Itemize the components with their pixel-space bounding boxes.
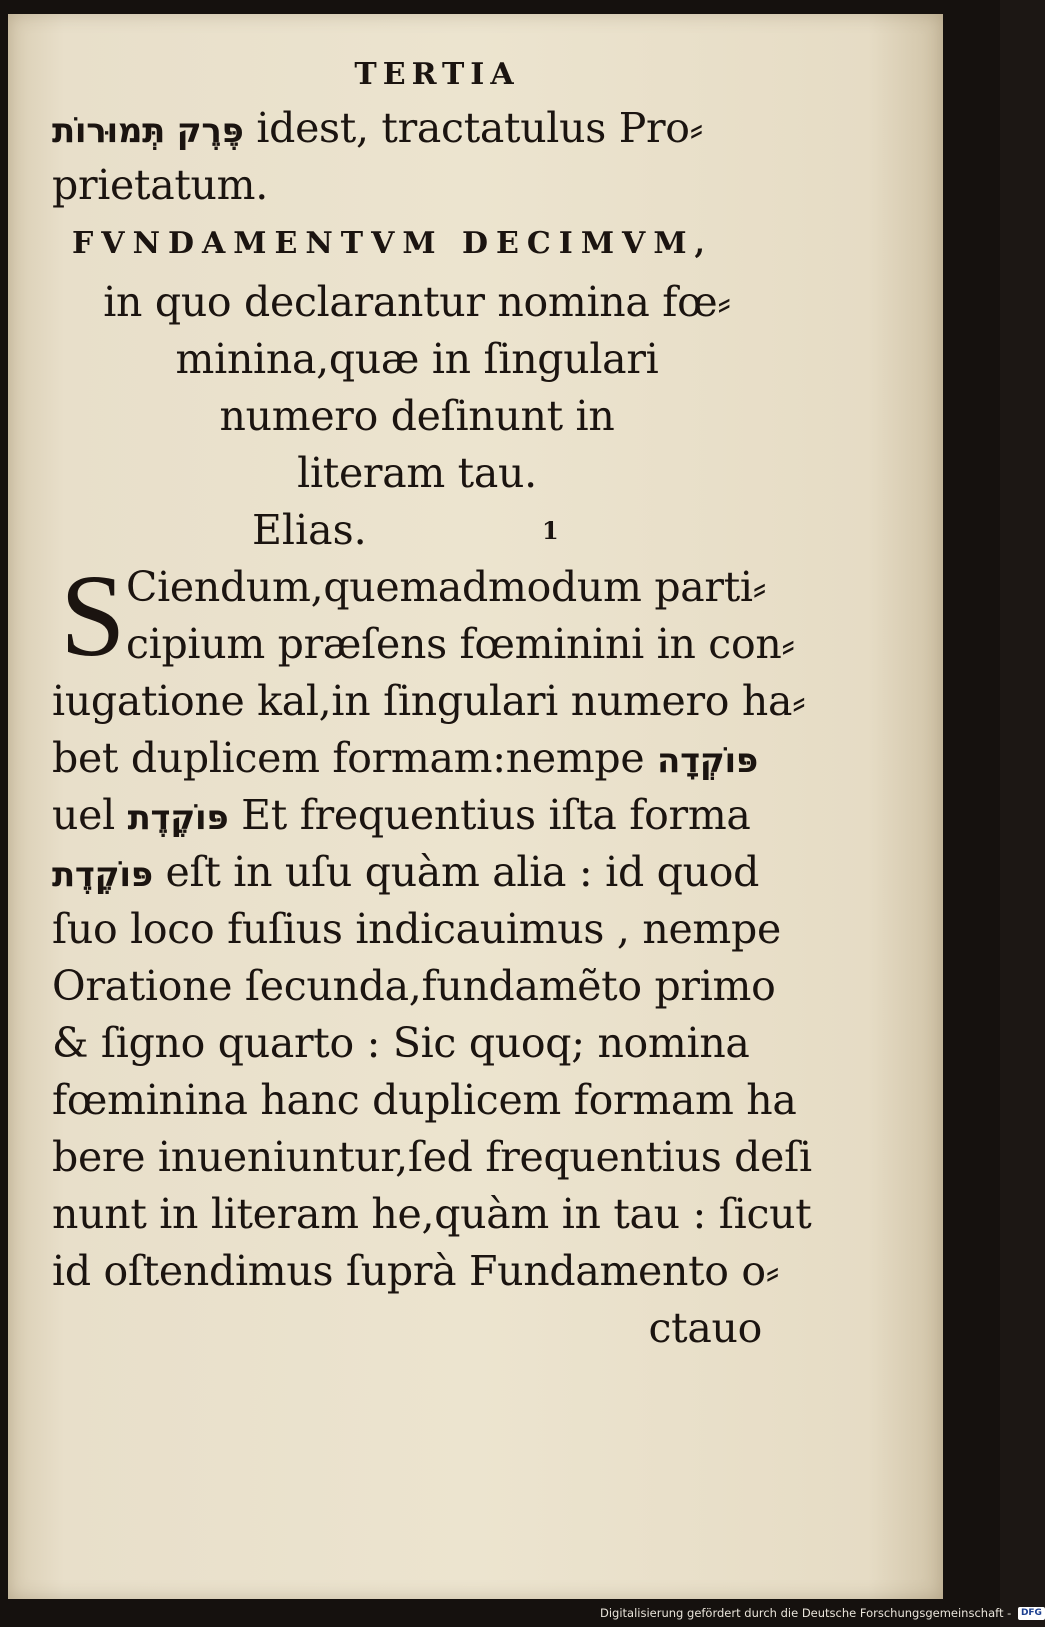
body-line: Ciendum,quemadmodum parti⸗ xyxy=(126,563,767,611)
body-line: & ſigno quarto : Sic quoq; nomina xyxy=(52,1019,750,1067)
page-text xyxy=(52,50,812,1357)
hebrew-word: פּוֹקֶדֶת xyxy=(127,798,229,838)
dfg-logo-icon: DFG xyxy=(1018,1607,1045,1620)
body-line: Oratione ſecunda,fundamẽto primo xyxy=(52,962,776,1010)
body-text-latin: uel xyxy=(52,791,115,839)
credit-text: Digitalisierung gefördert durch die Deutsche Forschungsgemeinschaft - xyxy=(600,1606,1012,1620)
subtitle-line-1: in quo declarantur nomina fœ⸗ xyxy=(103,278,731,326)
subtitle-line-3: numero deſinunt in xyxy=(219,392,615,440)
body-line xyxy=(52,787,782,844)
body-line: id oſtendimus ſuprà Fundamento o⸗ xyxy=(52,1247,780,1295)
catchword: ctauo xyxy=(648,1304,762,1352)
section-number: 1 xyxy=(542,516,559,545)
title-latin: idest, tractatulus Pro⸗ xyxy=(256,104,704,152)
subtitle-line-4: literam tau. xyxy=(297,449,537,497)
body-line: iugatione kal,in ſingulari numero ha⸗ xyxy=(52,677,806,725)
elias-row xyxy=(52,502,782,559)
body-text xyxy=(52,550,812,1357)
body-line xyxy=(52,844,782,901)
body-line: cipium præſens fœminini in con⸗ xyxy=(126,620,795,668)
hebrew-word: פּוֹקֶדֶת xyxy=(52,855,153,895)
book-page xyxy=(8,14,943,1599)
fundamentum-heading: FVNDAMENTVM DECIMVM, xyxy=(72,226,713,261)
body-text-latin: bet duplicem formam:nempe xyxy=(52,734,645,782)
title-line xyxy=(52,100,782,157)
body-text-latin: eſt in uſu quàm alia : id quod xyxy=(165,848,760,896)
body-line xyxy=(52,730,782,787)
running-head: TERTIA xyxy=(354,57,520,92)
hebrew-title: פֶּרֶק תְּמוּרוֹת xyxy=(52,111,244,151)
elias-label: Elias. xyxy=(252,506,367,554)
body-text-latin: Et frequentius iſta forma xyxy=(241,791,751,839)
body-line: bere inueniuntur,ſed frequentius deſi xyxy=(52,1133,812,1181)
body-line: nunt in literam he,quàm in tau : ſicut xyxy=(52,1190,812,1238)
hebrew-word: פּוֹקְדָה xyxy=(657,741,758,781)
body-line: fœminina hanc duplicem formam ha xyxy=(52,1076,797,1124)
drop-capital: S xyxy=(60,550,126,681)
digitization-credit xyxy=(600,1603,1042,1623)
body-line: ſuo loco fuſius indicauimus , nempe xyxy=(52,905,781,953)
subtitle-line-2: minina,quæ in ſingulari xyxy=(175,335,659,383)
title-line-2: prietatum. xyxy=(52,161,268,209)
